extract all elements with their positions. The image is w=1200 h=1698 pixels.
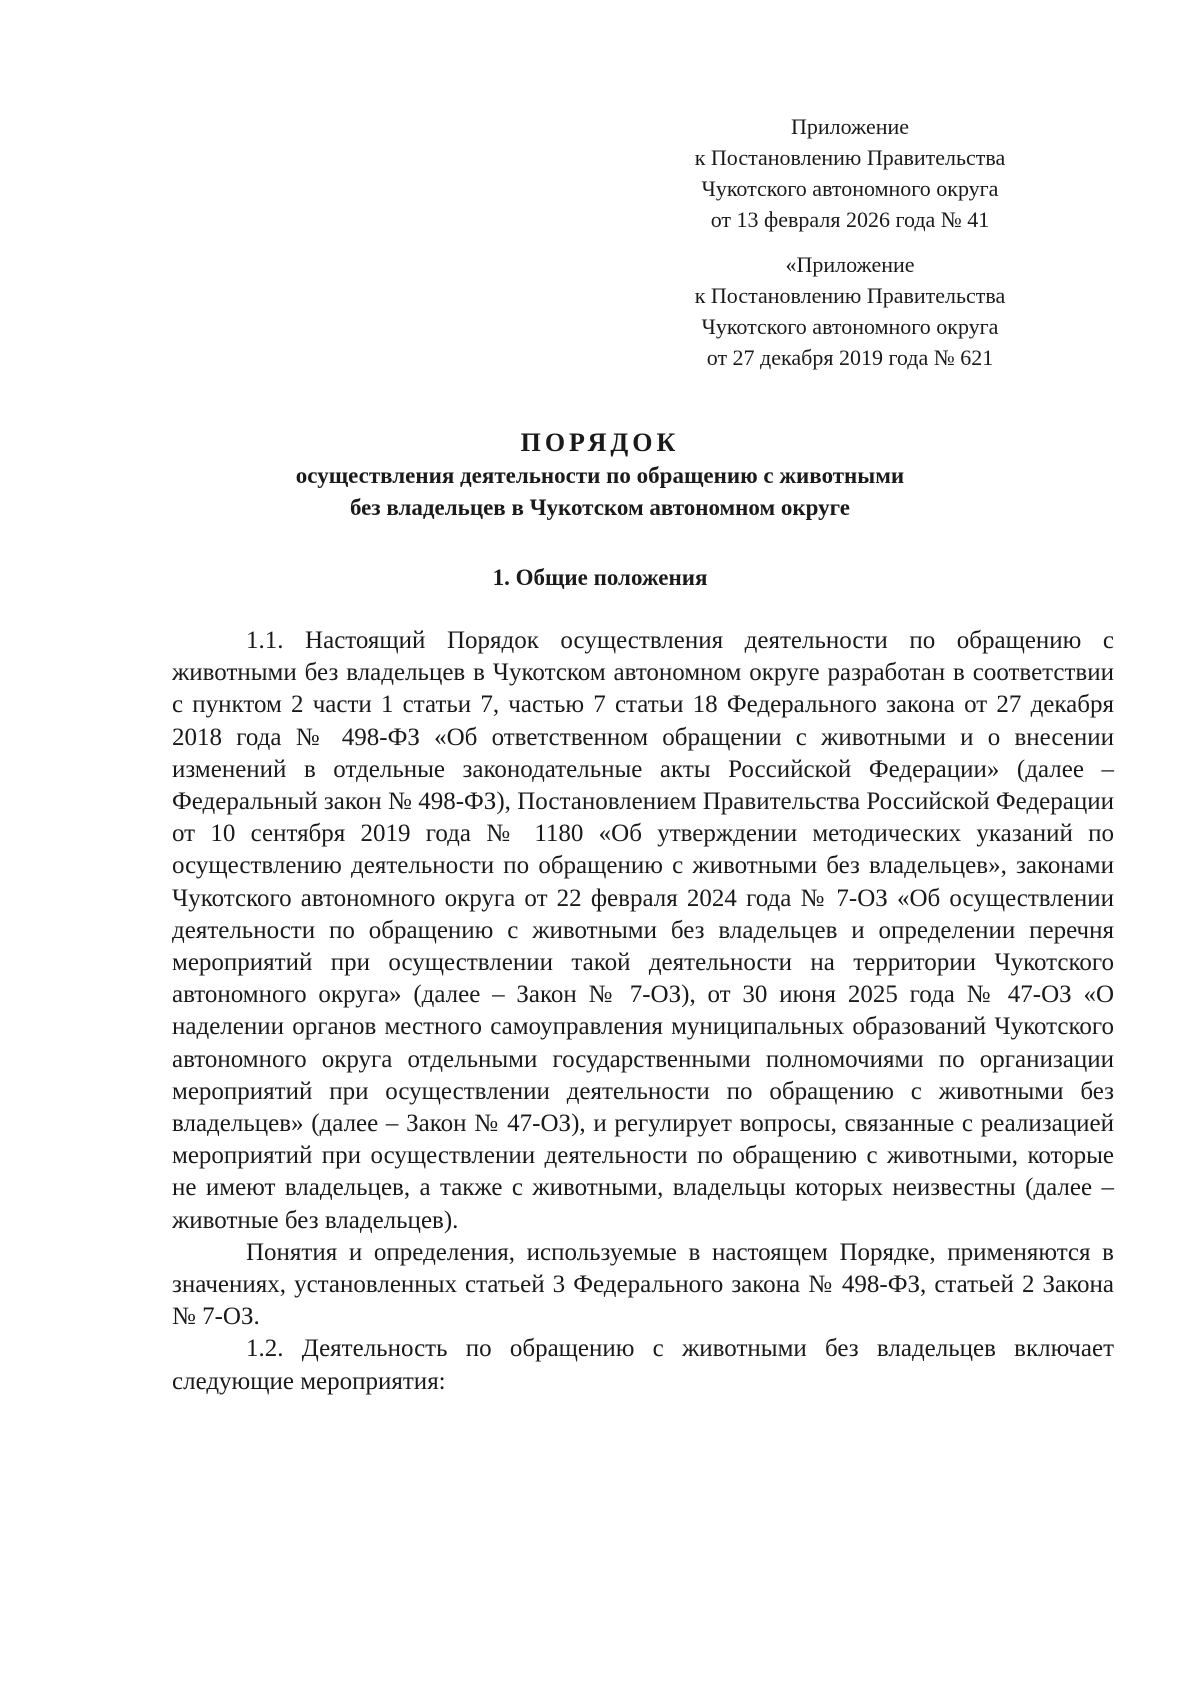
annex-line: к Постановлению Правительства <box>694 145 1006 170</box>
document-body <box>172 625 1114 1398</box>
annex-line: «Приложение <box>785 252 915 277</box>
annex-line: от 13 февраля 2026 года № 41 <box>710 207 990 232</box>
paragraph: 1.2. Деятельность по обращению с животными без владельцев включает следующие мероприятия: <box>172 1335 1114 1395</box>
annex-line: Чукотского автономного округа <box>701 176 999 201</box>
annex-line: Приложение <box>790 114 910 139</box>
section-heading: 1. Общие положения <box>492 565 708 590</box>
annex-header-current <box>640 111 1060 235</box>
annex-line: Чукотского автономного округа <box>701 314 999 339</box>
document-subtitle-line: без владельцев в Чукотском автономном округе <box>349 495 850 520</box>
annex-header-original <box>640 249 1060 373</box>
document-subtitle-line: осуществления деятельности по обращению с животными <box>295 463 905 488</box>
paragraph: Понятия и определения, используемые в настоящем Порядке, применяются в значениях, установленных статьей 3 Федерального закона № 498-ФЗ, статьей 2 Закона № 7-ОЗ. <box>172 1238 1114 1331</box>
annex-line: к Постановлению Правительства <box>694 283 1006 308</box>
paragraph: 1.1. Настоящий Порядок осуществления деятельности по обращению с животными без владельцев в Чукотском автономном округе разработан в соответствии с пунктом 2 части 1 статьи 7, частью 7 статьи 18 Федерального закона от 27 декабря 2018 года № 498-ФЗ «Об ответственном обращении с животными и о внесении изменений в отдельные законодательные акты Российской Федерации» (далее – Федеральный закон № 498-ФЗ), Постановлением Правительства Российской Федерации от 10 сентября 2019 года № 1180 «Об утверждении методических указаний по осуществлению деятельности по обращению с животными без владельцев», законами Чукотского автономного округа от 22 февраля 2024 года № 7-ОЗ «Об осуществлении деятельности по обращению с животными без владельцев и определении перечня мероприятий при осуществлении такой деятельности на территории Чукотского автономного округа» (далее – Закон № 7-ОЗ), от 30 июня 2025 года № 47-ОЗ «О наделении органов местного самоуправления муниципальных образований Чукотского автономного округа отдельными государственными полномочиями по организации мероприятий при осуществлении деятельности по обращению с животными без владельцев» (далее – Закон № 47-ОЗ), и регулирует вопросы, связанные с реализацией мероприятий при осуществлении деятельности по обращению с животными, которые не имеют владельцев, а также с животными, владельцы которых неизвестны (далее – животные без владельцев). <box>172 627 1114 1234</box>
document-title-block <box>160 426 1040 524</box>
document-title: ПОРЯДОК <box>520 428 680 457</box>
annex-line: от 27 декабря 2019 года № 621 <box>706 345 994 370</box>
